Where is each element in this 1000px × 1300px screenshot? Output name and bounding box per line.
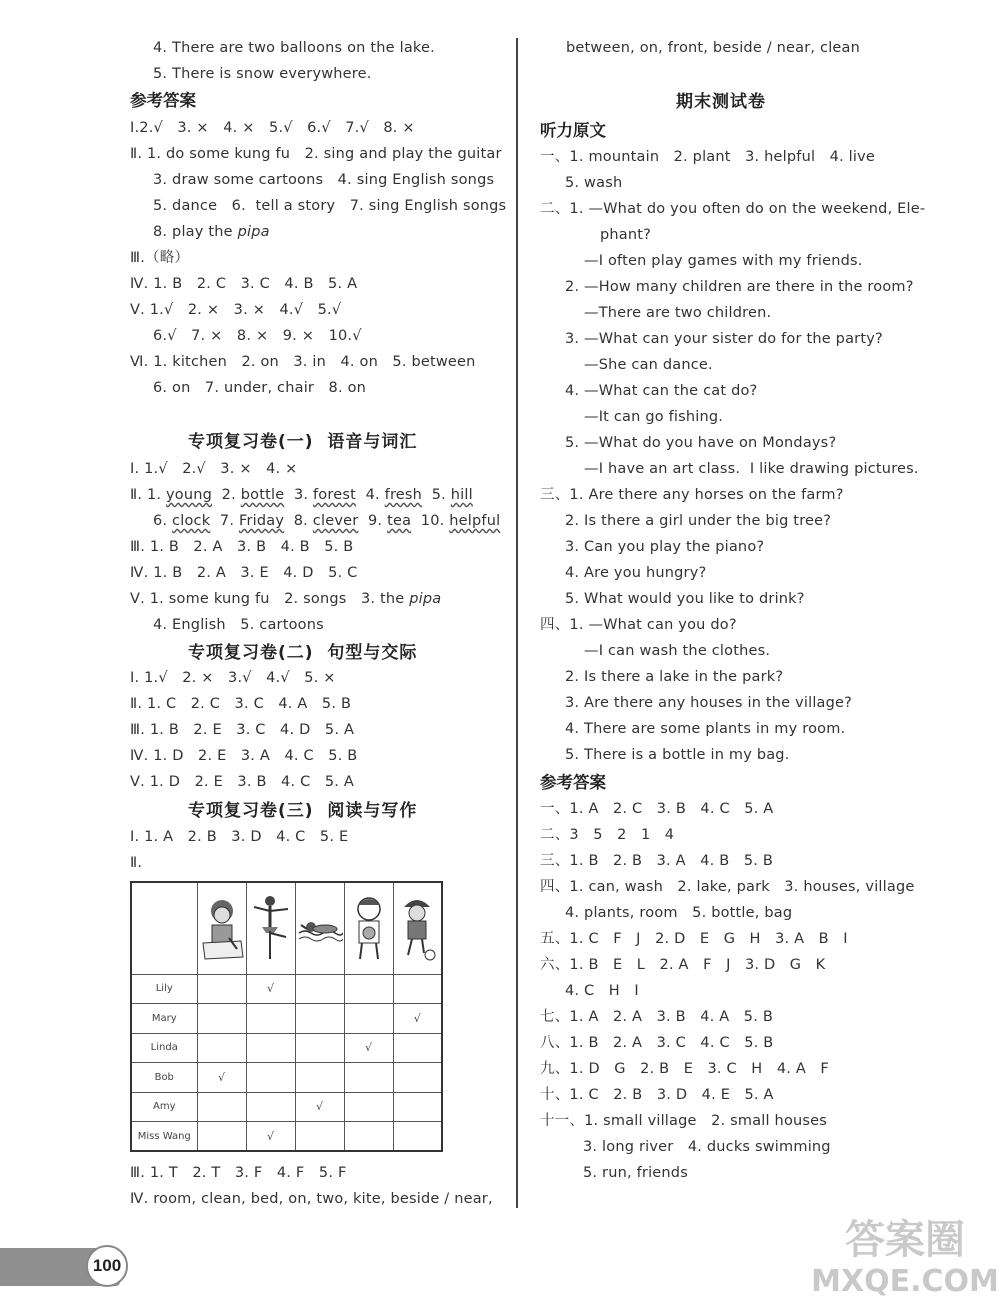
table-cell: √ (197, 1063, 246, 1093)
script-line: —It can go fishing. (584, 409, 724, 425)
table-cell: √ (246, 974, 295, 1004)
table-cell (393, 1122, 442, 1152)
answer-line: Ⅰ. 1.√ 2. × 3.√ 4.√ 5. × (130, 670, 336, 686)
script-line: —I can wash the clothes. (584, 643, 771, 659)
table-cell (344, 1063, 393, 1093)
answer-line: 十、1. C 2. B 3. D 4. E 5. A (540, 1087, 774, 1103)
script-line: 一、1. mountain 2. plant 3. helpful 4. live (540, 149, 876, 165)
script-line: 2. Is there a girl under the big tree? (565, 513, 832, 529)
script-line: —I often play games with my friends. (584, 253, 863, 269)
script-line: 4. —What can the cat do? (565, 383, 758, 399)
answer-line: 6. clock 7. Friday 8. clever 9. tea 10. helpful (153, 513, 501, 529)
name-cell: Amy (131, 1092, 197, 1122)
script-line: 2. Is there a lake in the park? (565, 669, 784, 685)
table-cell (197, 1122, 246, 1152)
script-line: 3. Can you play the piano? (565, 539, 765, 555)
table-row (131, 1033, 442, 1063)
table-cell (197, 1092, 246, 1122)
answer-line: Ⅴ. 1. D 2. E 3. B 4. C 5. A (130, 774, 354, 790)
answer-line: 5. dance 6. tell a story 7. sing English songs (153, 198, 507, 214)
table-cell: √ (246, 1122, 295, 1152)
script-line: 4. Are you hungry? (565, 565, 707, 581)
script-line: 3. Are there any houses in the village? (565, 695, 853, 711)
script-line: phant? (600, 227, 652, 243)
text-line: between, on, front, beside / near, clean (566, 40, 861, 56)
answer-line: Ⅴ. 1. some kung fu 2. songs 3. the pipa (130, 591, 442, 607)
table-cell (344, 1122, 393, 1152)
answer-line: 四、1. can, wash 2. lake, park 3. houses, village (540, 879, 915, 895)
script-line: —There are two children. (584, 305, 772, 321)
table-row (131, 1122, 442, 1152)
name-cell: Linda (131, 1033, 197, 1063)
table-cell (246, 1033, 295, 1063)
name-cell: Miss Wang (131, 1122, 197, 1152)
answer-line: Ⅲ. 1. B 2. E 3. C 4. D 5. A (130, 722, 355, 738)
script-line: 5. What would you like to drink? (565, 591, 805, 607)
answer-line: Ⅲ.（略） (130, 250, 190, 266)
answer-line: Ⅱ. (130, 855, 143, 871)
answer-line: Ⅱ. 1. young 2. bottle 3. forest 4. fresh 5. hill (130, 487, 473, 503)
table-cell (393, 974, 442, 1004)
table-cell (295, 1063, 344, 1093)
script-line: 5. There is a bottle in my bag. (565, 747, 790, 763)
table-cell (393, 1063, 442, 1093)
table-cell (246, 1063, 295, 1093)
answer-line: Ⅳ. 1. B 2. C 3. C 4. B 5. A (130, 276, 358, 292)
script-line: —I have an art class. I like drawing pictures. (584, 461, 919, 477)
table-cell (393, 1033, 442, 1063)
answer-line: Ⅲ. 1. T 2. T 3. F 4. F 5. F (130, 1165, 347, 1181)
answer-line: 4. English 5. cartoons (153, 617, 324, 633)
section-heading: 参考答案 (540, 773, 606, 792)
section-heading: 参考答案 (130, 91, 196, 110)
script-line: —She can dance. (584, 357, 713, 373)
right-column (518, 0, 1000, 1300)
section-title: 期末测试卷 (676, 92, 766, 112)
name-cell: Mary (131, 1004, 197, 1034)
script-line: 5. wash (565, 175, 623, 191)
table-cell (393, 1092, 442, 1122)
page-number: 100 (86, 1245, 128, 1287)
name-cell: Bob (131, 1063, 197, 1093)
section-title: 专项复习卷(二) 句型与交际 (188, 643, 418, 663)
answer-line: 六、1. B E L 2. A F J 3. D G K (540, 957, 826, 973)
table-cell (344, 1092, 393, 1122)
answer-line: 五、1. C F J 2. D E G H 3. A B I (540, 931, 848, 947)
answer-line: 二、3 5 2 1 4 (540, 827, 675, 843)
table-cell (295, 1033, 344, 1063)
table-cell (246, 1092, 295, 1122)
table-corner-cell (131, 882, 197, 974)
script-line: 3. —What can your sister do for the party? (565, 331, 883, 347)
table-row (131, 1092, 442, 1122)
script-line: 2. —How many children are there in the room? (565, 279, 914, 295)
answer-line: Ⅰ.2.√ 3. × 4. × 5.√ 6.√ 7.√ 8. × (130, 120, 415, 136)
watermark-line1: 答案圈 (845, 1217, 965, 1263)
answer-line: Ⅰ. 1.√ 2.√ 3. × 4. × (130, 461, 298, 477)
activity-table (130, 881, 443, 1152)
answer-line: 6.√ 7. × 8. × 9. × 10.√ (153, 328, 362, 344)
section-heading: 听力原文 (540, 121, 606, 140)
answer-line: 七、1. A 2. A 3. B 4. A 5. B (540, 1009, 773, 1025)
answer-line: 4. C H I (565, 983, 639, 999)
script-line: 四、1. —What can you do? (540, 617, 737, 633)
table-cell (295, 974, 344, 1004)
table-row (131, 1004, 442, 1034)
answer-line: Ⅴ. 1.√ 2. × 3. × 4.√ 5.√ (130, 302, 342, 318)
drawing-girl-picture (197, 882, 246, 974)
answer-line: Ⅵ. 1. kitchen 2. on 3. in 4. on 5. between (130, 354, 476, 370)
table-cell (295, 1004, 344, 1034)
table-cell: √ (344, 1033, 393, 1063)
table-cell: √ (393, 1004, 442, 1034)
answer-line: 三、1. B 2. B 3. A 4. B 5. B (540, 853, 774, 869)
table-header-row (131, 882, 442, 974)
section-title: 专项复习卷(一) 语音与词汇 (188, 432, 418, 452)
watermark-logo (810, 1205, 1000, 1300)
table-cell (295, 1122, 344, 1152)
table-cell (197, 1033, 246, 1063)
answer-line: Ⅲ. 1. B 2. A 3. B 4. B 5. B (130, 539, 354, 555)
script-line: 二、1. —What do you often do on the weekend, Ele- (540, 201, 926, 217)
answer-line: Ⅳ. room, clean, bed, on, two, kite, beside / near, (130, 1191, 493, 1207)
answer-line: 5. run, friends (583, 1165, 688, 1181)
script-line: 4. There are some plants in my room. (565, 721, 846, 737)
table-cell (344, 974, 393, 1004)
answer-line: 八、1. B 2. A 3. C 4. C 5. B (540, 1035, 774, 1051)
answer-line: 3. long river 4. ducks swimming (583, 1139, 831, 1155)
script-line: 5. —What do you have on Mondays? (565, 435, 837, 451)
swimmer-picture (295, 882, 344, 974)
table-cell (246, 1004, 295, 1034)
table-row (131, 974, 442, 1004)
answer-line: 一、1. A 2. C 3. B 4. C 5. A (540, 801, 774, 817)
answer-line: 九、1. D G 2. B E 3. C H 4. A F (540, 1061, 829, 1077)
table-cell: √ (295, 1092, 344, 1122)
section-title: 专项复习卷(三) 阅读与写作 (188, 801, 418, 821)
answer-line: 4. plants, room 5. bottle, bag (565, 905, 793, 921)
watermark-line2: MXQE.COM (811, 1264, 999, 1299)
table-cell (197, 974, 246, 1004)
answer-line: 十一、1. small village 2. small houses (540, 1113, 828, 1129)
table-row (131, 1063, 442, 1093)
answer-line: 3. draw some cartoons 4. sing English songs (153, 172, 495, 188)
answer-line: Ⅱ. 1. do some kung fu 2. sing and play the guitar (130, 146, 502, 162)
name-cell: Lily (131, 974, 197, 1004)
answer-line: Ⅱ. 1. C 2. C 3. C 4. A 5. B (130, 696, 352, 712)
table-cell (197, 1004, 246, 1034)
answer-line: Ⅳ. 1. B 2. A 3. E 4. D 5. C (130, 565, 358, 581)
answer-line: 8. play the pipa (153, 224, 270, 240)
ballet-dancer-picture (246, 882, 295, 974)
table-cell (344, 1004, 393, 1034)
answer-line: 6. on 7. under, chair 8. on (153, 380, 367, 396)
script-line: 三、1. Are there any horses on the farm? (540, 487, 844, 503)
answer-line: Ⅳ. 1. D 2. E 3. A 4. C 5. B (130, 748, 358, 764)
football-kid-picture (393, 882, 442, 974)
text-line: 5. There is snow everywhere. (153, 66, 372, 82)
boy-with-ball-picture (344, 882, 393, 974)
text-line: 4. There are two balloons on the lake. (153, 40, 435, 56)
answer-line: Ⅰ. 1. A 2. B 3. D 4. C 5. E (130, 829, 349, 845)
